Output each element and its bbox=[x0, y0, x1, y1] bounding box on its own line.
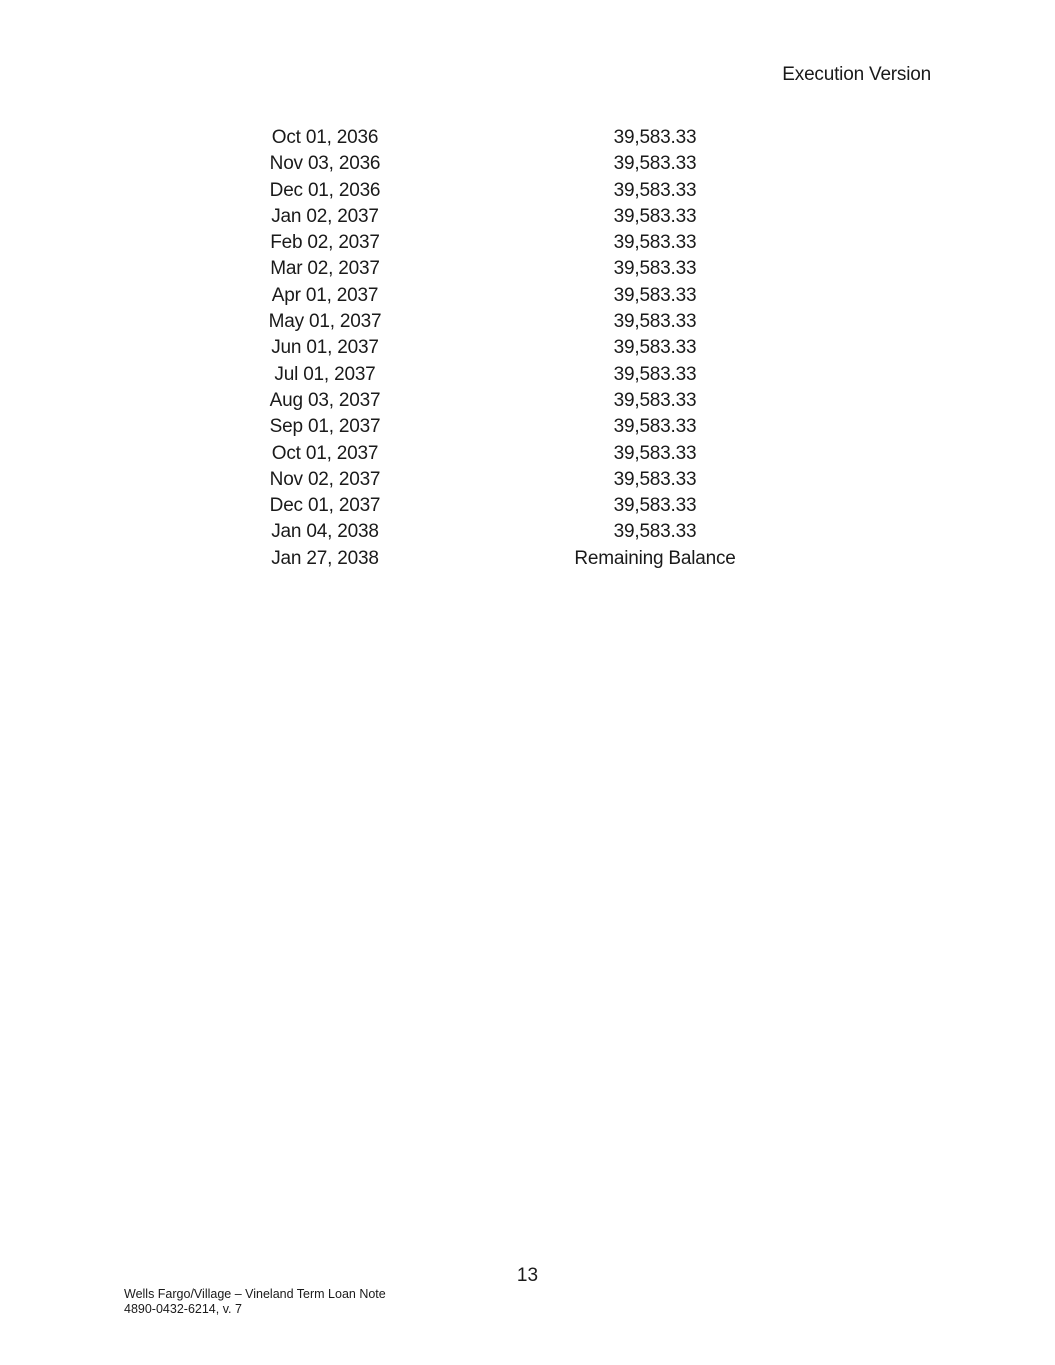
payment-date: Dec 01, 2036 bbox=[269, 179, 381, 201]
payment-amount: 39,583.33 bbox=[613, 311, 697, 333]
payment-date: Sep 01, 2037 bbox=[269, 416, 381, 438]
payment-date: Mar 02, 2037 bbox=[270, 258, 380, 280]
table-row bbox=[200, 335, 860, 361]
payment-date: Dec 01, 2037 bbox=[269, 495, 381, 517]
footer-document-title: Wells Fargo/Village – Vineland Term Loan Note bbox=[124, 1287, 386, 1301]
payment-amount: 39,583.33 bbox=[613, 468, 697, 490]
payment-amount: 39,583.33 bbox=[613, 495, 697, 517]
payment-amount: 39,583.33 bbox=[613, 205, 697, 227]
payment-date: Oct 01, 2037 bbox=[271, 442, 379, 464]
payment-date: Oct 01, 2036 bbox=[271, 127, 379, 148]
payment-amount: 39,583.33 bbox=[613, 232, 697, 254]
payment-amount: 39,583.33 bbox=[613, 153, 697, 175]
payment-amount: Remaining Balance bbox=[574, 547, 736, 569]
table-row bbox=[200, 493, 860, 519]
payment-date: Jan 04, 2038 bbox=[271, 521, 379, 543]
payment-amount: 39,583.33 bbox=[613, 258, 697, 280]
table-row bbox=[200, 546, 860, 572]
footer-document-id: 4890-0432-6214, v. 7 bbox=[124, 1302, 242, 1316]
payment-amount: 39,583.33 bbox=[613, 284, 697, 306]
payment-date: Nov 02, 2037 bbox=[269, 468, 381, 490]
table-row bbox=[200, 256, 860, 282]
payment-amount: 39,583.33 bbox=[613, 416, 697, 438]
payment-date: Apr 01, 2037 bbox=[271, 284, 379, 306]
payment-date: Jun 01, 2037 bbox=[271, 337, 379, 359]
table-row bbox=[200, 283, 860, 309]
table-row bbox=[200, 519, 860, 545]
document-footer bbox=[124, 1287, 386, 1317]
payment-date: Jan 27, 2038 bbox=[271, 547, 379, 569]
payment-amount: 39,583.33 bbox=[613, 442, 697, 464]
payment-date: Nov 03, 2036 bbox=[269, 153, 381, 175]
payment-amount: 39,583.33 bbox=[613, 179, 697, 201]
payment-amount: 39,583.33 bbox=[613, 521, 697, 543]
table-row bbox=[200, 230, 860, 256]
payment-amount: 39,583.33 bbox=[613, 337, 697, 359]
payment-date: May 01, 2037 bbox=[268, 311, 382, 333]
table-row bbox=[200, 414, 860, 440]
payment-schedule-table bbox=[200, 125, 860, 572]
table-row bbox=[200, 467, 860, 493]
table-row bbox=[200, 204, 860, 230]
execution-version-label: Execution Version bbox=[782, 64, 931, 85]
table-row bbox=[200, 309, 860, 335]
payment-amount: 39,583.33 bbox=[613, 389, 697, 411]
table-row bbox=[200, 151, 860, 177]
table-row bbox=[200, 441, 860, 467]
payment-amount: 39,583.33 bbox=[613, 127, 697, 148]
payment-amount: 39,583.33 bbox=[613, 363, 697, 385]
table-row bbox=[200, 362, 860, 388]
payment-date: Aug 03, 2037 bbox=[269, 389, 381, 411]
table-row bbox=[200, 388, 860, 414]
page-number: 13 bbox=[516, 1265, 539, 1286]
table-row bbox=[200, 178, 860, 204]
payment-date: Jan 02, 2037 bbox=[271, 205, 379, 227]
table-row bbox=[200, 125, 860, 151]
payment-date: Feb 02, 2037 bbox=[270, 232, 380, 254]
payment-date: Jul 01, 2037 bbox=[274, 363, 376, 385]
